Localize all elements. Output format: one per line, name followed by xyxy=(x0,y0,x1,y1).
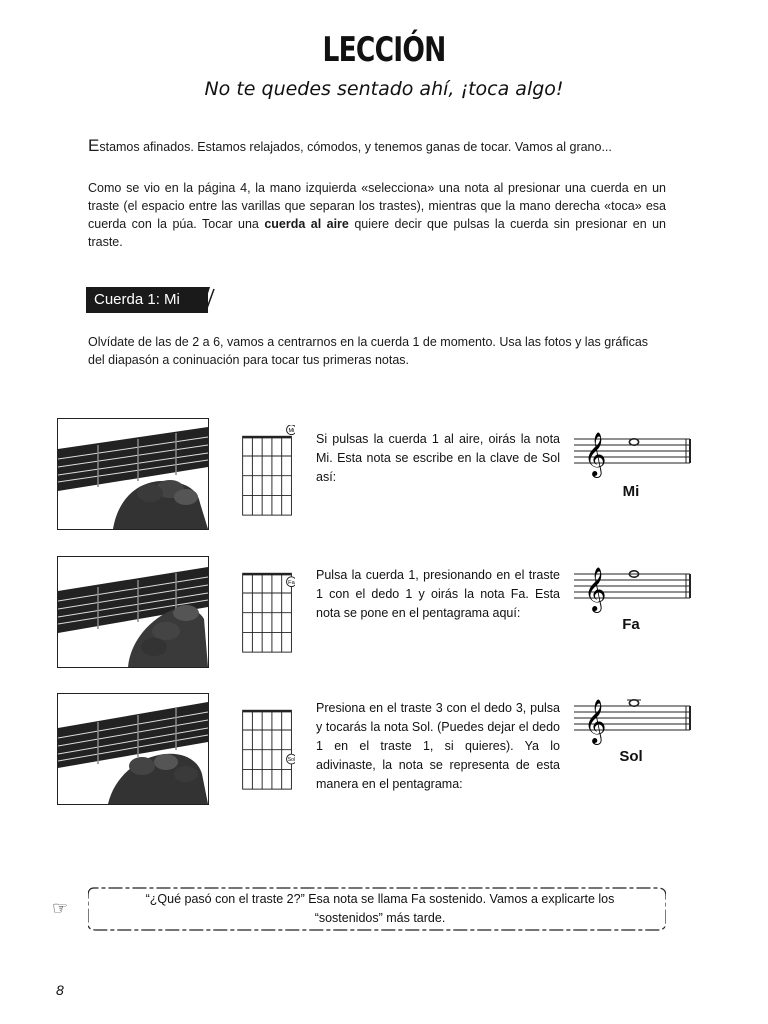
intro-paragraph-2-bold: cuerda al aire xyxy=(264,217,349,231)
note-text-sol: Presiona en el traste 3 con el dedo 3, pulsa y tocarás la nota Sol. (Puedes dejar el dedo 1 en el traste 1, si quieres). Ya lo adivinaste, la nota se representa de esta manera en el pentagrama: xyxy=(316,701,560,791)
staff-fa xyxy=(574,560,692,620)
fretboard-diagram-mi xyxy=(240,425,295,517)
note-name-mi: Mi xyxy=(622,483,640,500)
fret-marker-fa: Fa xyxy=(288,579,295,586)
page-subtitle: No te quedes sentado ahí, ¡toca algo! xyxy=(204,78,564,100)
intro-paragraph-2-text-b: quiere decir que pulsas la cuerda sin presionar en un traste. xyxy=(88,217,667,249)
fret-marker-mi: Mi xyxy=(288,427,295,434)
tip-text-line-1: “¿Qué pasó con el traste 2?” Esa nota se llama Fa sostenido. Vamos a explicarte los xyxy=(145,892,615,906)
staff-sol xyxy=(574,694,692,754)
fretboard-diagram-fa xyxy=(240,562,295,654)
section-heading-slash xyxy=(200,287,216,313)
tip-text-line-2: “sostenidos” más tarde. xyxy=(314,911,446,925)
page-title: LECCIÓN xyxy=(322,30,446,70)
intro-paragraph-2-text-a: Como se vio en la página 4, la mano izquierda «selecciona» una nota al presionar una cuerda en un traste (el espacio entre las varillas que separan los trastes), mientras que la mano derecha «toca» esa cuerda con la púa. Tocar una xyxy=(88,181,666,231)
pointing-hand-icon: ☞ xyxy=(52,898,69,918)
section-intro-text: Olvídate de las de 2 a 6, vamos a centrarnos en la cuerda 1 de momento. Usa las fotos y las gráficas del diapasón a coninuación para tocar tus primeras notas. xyxy=(88,335,649,367)
hand-photo-mi xyxy=(57,418,209,530)
intro-paragraph-2 xyxy=(88,179,666,251)
note-name-sol: Sol xyxy=(619,748,643,765)
fret-marker-sol: Sol xyxy=(287,757,295,764)
note-text-fa: Pulsa la cuerda 1, presionando en el traste 1 con el dedo 1 y oirás la nota Fa. Esta nota se pone en el pentagrama aquí: xyxy=(316,568,560,620)
staff-mi xyxy=(574,427,692,487)
hand-photo-fa xyxy=(57,556,209,668)
tip-text xyxy=(100,890,660,928)
page-number: 8 xyxy=(56,982,64,998)
intro-paragraph-1-text: stamos afinados. Estamos relajados, cómodos, y tenemos ganas de tocar. Vamos al grano... xyxy=(99,140,612,154)
treble-clef-icon: 𝄞 xyxy=(584,432,607,476)
intro-drop-cap: E xyxy=(88,136,100,155)
fretboard-diagram-sol xyxy=(240,699,295,791)
hand-photo-sol xyxy=(57,693,209,805)
note-name-fa: Fa xyxy=(622,616,640,633)
section-heading: Cuerda 1: Mi xyxy=(86,287,208,313)
intro-paragraph-1 xyxy=(88,137,678,156)
treble-clef-icon: 𝄞 xyxy=(584,567,607,611)
note-text-mi: Si pulsas la cuerda 1 al aire, oirás la nota Mi. Esta nota se escribe en la clave de Sol así: xyxy=(316,432,560,484)
treble-clef-icon: 𝄞 xyxy=(584,699,607,743)
